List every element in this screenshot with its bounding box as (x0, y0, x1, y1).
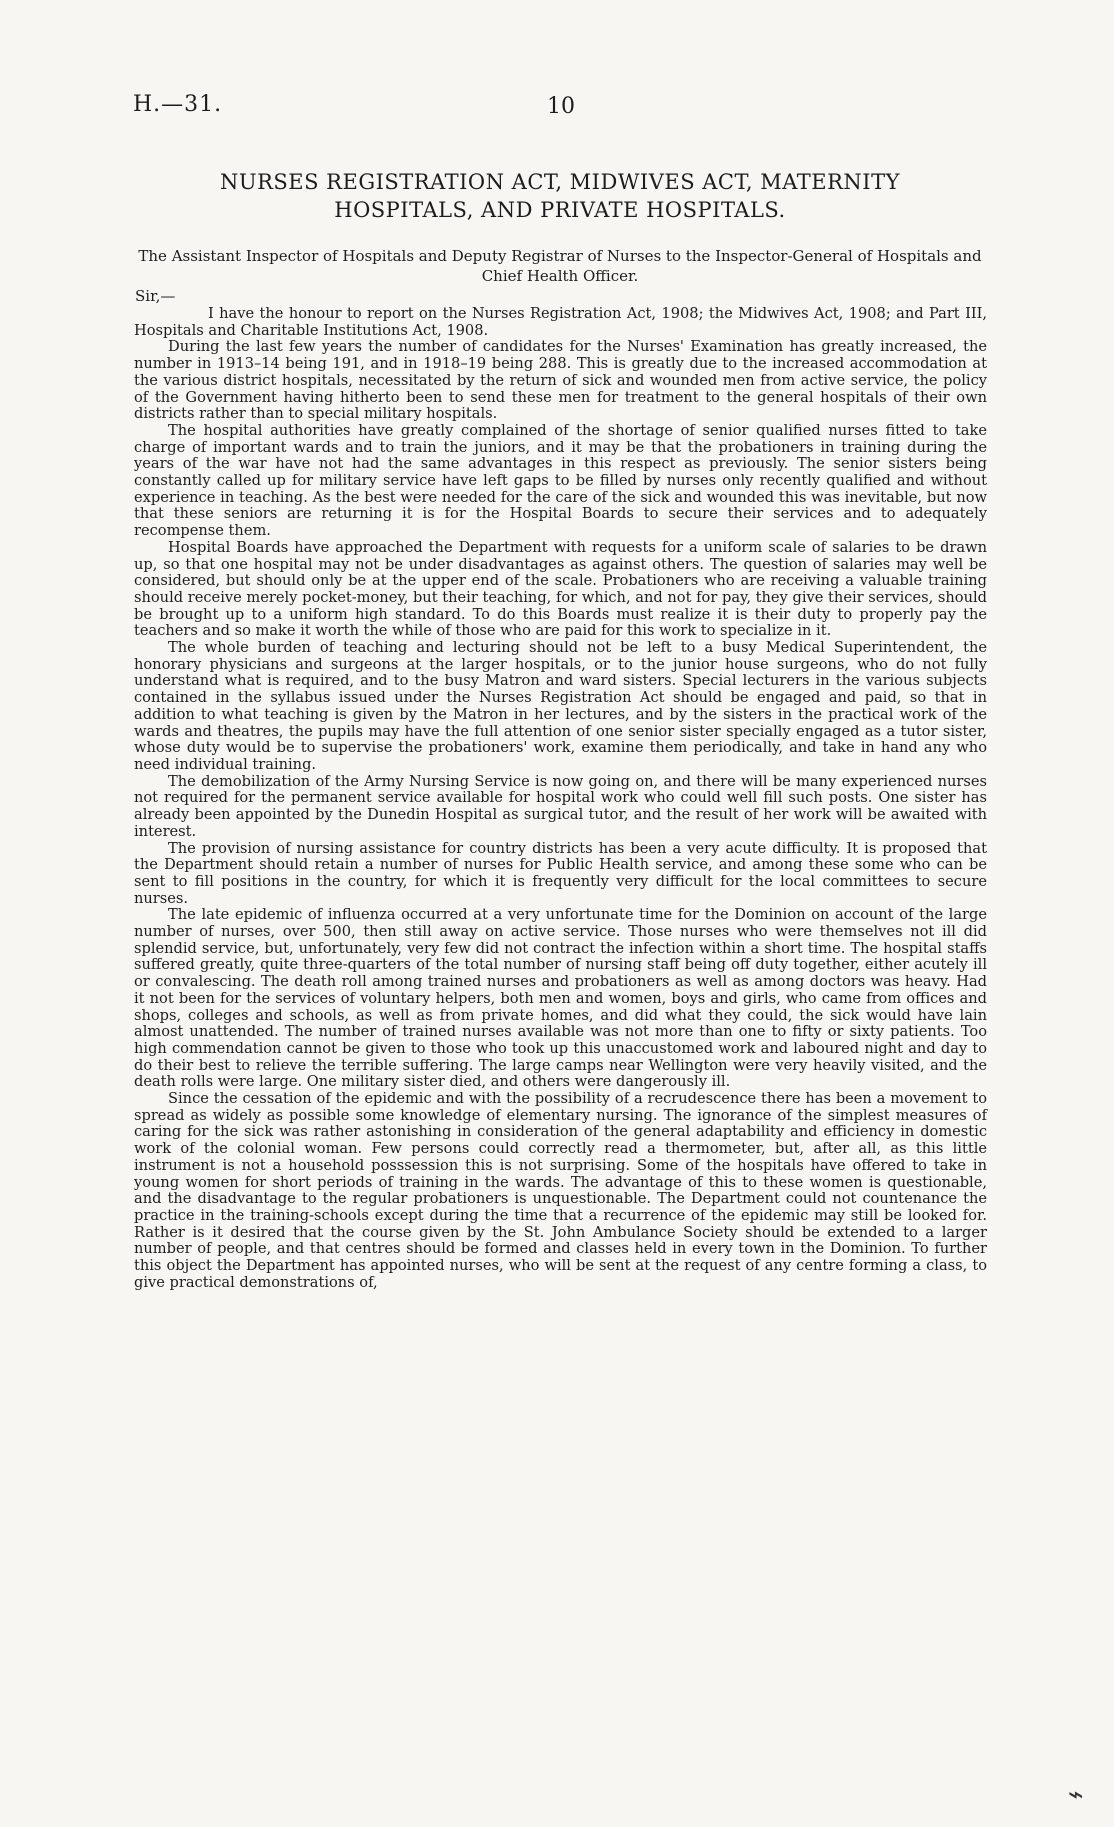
paragraph: The demobilization of the Army Nursing Service is now going on, and there will be many experienced nurses not required for the permanent service available for hospital work who could well fill such posts. One sister has already been appointed by the Dunedin Hospital as surgical tutor, and the result of her work will be awaited with interest. (134, 772, 987, 840)
page-number: 10 (547, 94, 575, 119)
paragraph: The provision of nursing assistance for country districts has been a very acute difficulty. It is proposed that the Department should retain a number of nurses for Public Health service, and among these some who can be sent to fill positions in the country, for which it is frequently very difficult for the local committees to secure nurses. (134, 839, 987, 907)
paragraph: I have the honour to report on the Nurses Registration Act, 1908; the Midwives Act, 1908; and Part III, Hospitals and Charitable Institutions Act, 1908. (134, 305, 987, 339)
paragraph: The hospital authorities have greatly complained of the shortage of senior qualified nurses fitted to take charge of important wards and to train the juniors, and it may be that the probationers in training during the years of the war have not had the same advantages in this respect as previously. The senior sisters being constantly called up for military service have left gaps to be filled by nurses only recently qualified and without experience in teaching. As the best were needed for the care of the sick and wounded this was inevitable, but now that these seniors are returning it is for the Hospital Boards to secure their services and to adequately recompense them. (134, 421, 987, 540)
document-reference: H.—31. (133, 92, 223, 117)
paragraph: During the last few years the number of candidates for the Nurses' Examination has greatly increased, the number in 1913–14 being 191, and in 1918–19 being 288. This is greatly due to the increased accommodation at the various district hospitals, necessitated by the return of sick and wounded men from active service, the policy of the Government having hitherto been to send these men for treatment to the general hospitals of their own districts rather than to special military hospitals. (134, 338, 987, 423)
paragraph: Hospital Boards have approached the Department with requests for a uniform scale of salaries to be drawn up, so that one hospital may not be under disadvantages as against others. The question of salaries may well be considered, but should only be at the upper end of the scale. Probationers who are receiving a valuable training should receive merely pocket-money, but their teaching, for which, and not for pay, they give their services, should be brought up to a uniform high standard. To do this Boards must realize it is their duty to properly pay the teachers and so make it worth the while of those who are paid for this work to specialize in it. (134, 538, 987, 640)
paragraph: The whole burden of teaching and lecturing should not be left to a busy Medical Superintendent, the honorary physicians and surgeons at the larger hospitals, or to the junior house surgeons, who do not fully understand what is required, and to the busy Matron and ward sisters. Special lecturers in the various subjects contained in the syllabus issued under the Nurses Registration Act should be engaged and paid, so that in addition to what teaching is given by the Matron in her lectures, and by the sisters in the practical work of the wards and theatres, the pupils may have the full attention of one senior sister specially engaged as a tutor sister, whose duty would be to supervise the probationers' work, examine them periodically, and take in hand any who need individual training. (134, 639, 987, 773)
paragraph: Since the cessation of the epidemic and with the possibility of a recrudescence there has been a movement to spread as widely as possible some knowledge of elementary nursing. The ignorance of the simplest measures of caring for the sick was rather astonishing in consideration of the general adaptability and efficiency in domestic work of the colonial woman. Few persons could correctly read a thermometer, but, after all, as this little instrument is not a household posssession this is not surprising. Some of the hospitals have offered to take in young women for short periods of training in the wards. The advantage of this to these women is questionable, and the disadvantage to the regular probationers is unquestionable. The Department could not countenance the practice in the training-schools except during the time that a recurrence of the epidemic may still be looked for. Rather is it desired that the course given by the St. John Ambulance Society should be extended to a larger number of people, and that centres should be formed and classes held in every town in the Dominion. To further this object the Department has appointed nurses, who will be sent at the request of any centre forming a class, to give practical demonstrations of, (134, 1090, 987, 1291)
report-body (134, 306, 987, 1291)
paragraph: The late epidemic of influenza occurred at a very unfortunate time for the Dominion on account of the large number of nurses, over 500, then still away on active service. Those nurses who were themselves not ill did splendid service, but, unfortunately, very few did not contract the infection within a short time. The hospital staffs suffered greatly, quite three-quarters of the total number of nursing staff being off duty together, either acutely ill or convalescing. The death roll among trained nurses and probationers as well as among doctors was heavy. Had it not been for the services of voluntary helpers, both men and women, boys and girls, who came from offices and shops, colleges and schools, as well as from private homes, and did what they could, the sick would have lain almost unattended. The number of trained nurses available was not more than one to fifty or sixty patients. Too high commendation cannot be given to those who took up this unaccustomed work and laboured night and day to do their best to relieve the terrible suffering. The large camps near Wellington were very heavily visited, and the death rolls were large. One military sister died, and others were dangerously ill. (134, 906, 987, 1091)
section-subtitle: The Assistant Inspector of Hospitals and Deputy Registrar of Nurses to the Inspector-General of Hospitals and Chief Health Officer. (138, 247, 982, 285)
salutation: Sir,— (135, 287, 176, 305)
section-title: NURSES REGISTRATION ACT, MIDWIVES ACT, MATERNITY HOSPITALS, AND PRIVATE HOSPITALS. (220, 170, 900, 222)
scan-mark-icon: ⌁ (1068, 1780, 1084, 1810)
